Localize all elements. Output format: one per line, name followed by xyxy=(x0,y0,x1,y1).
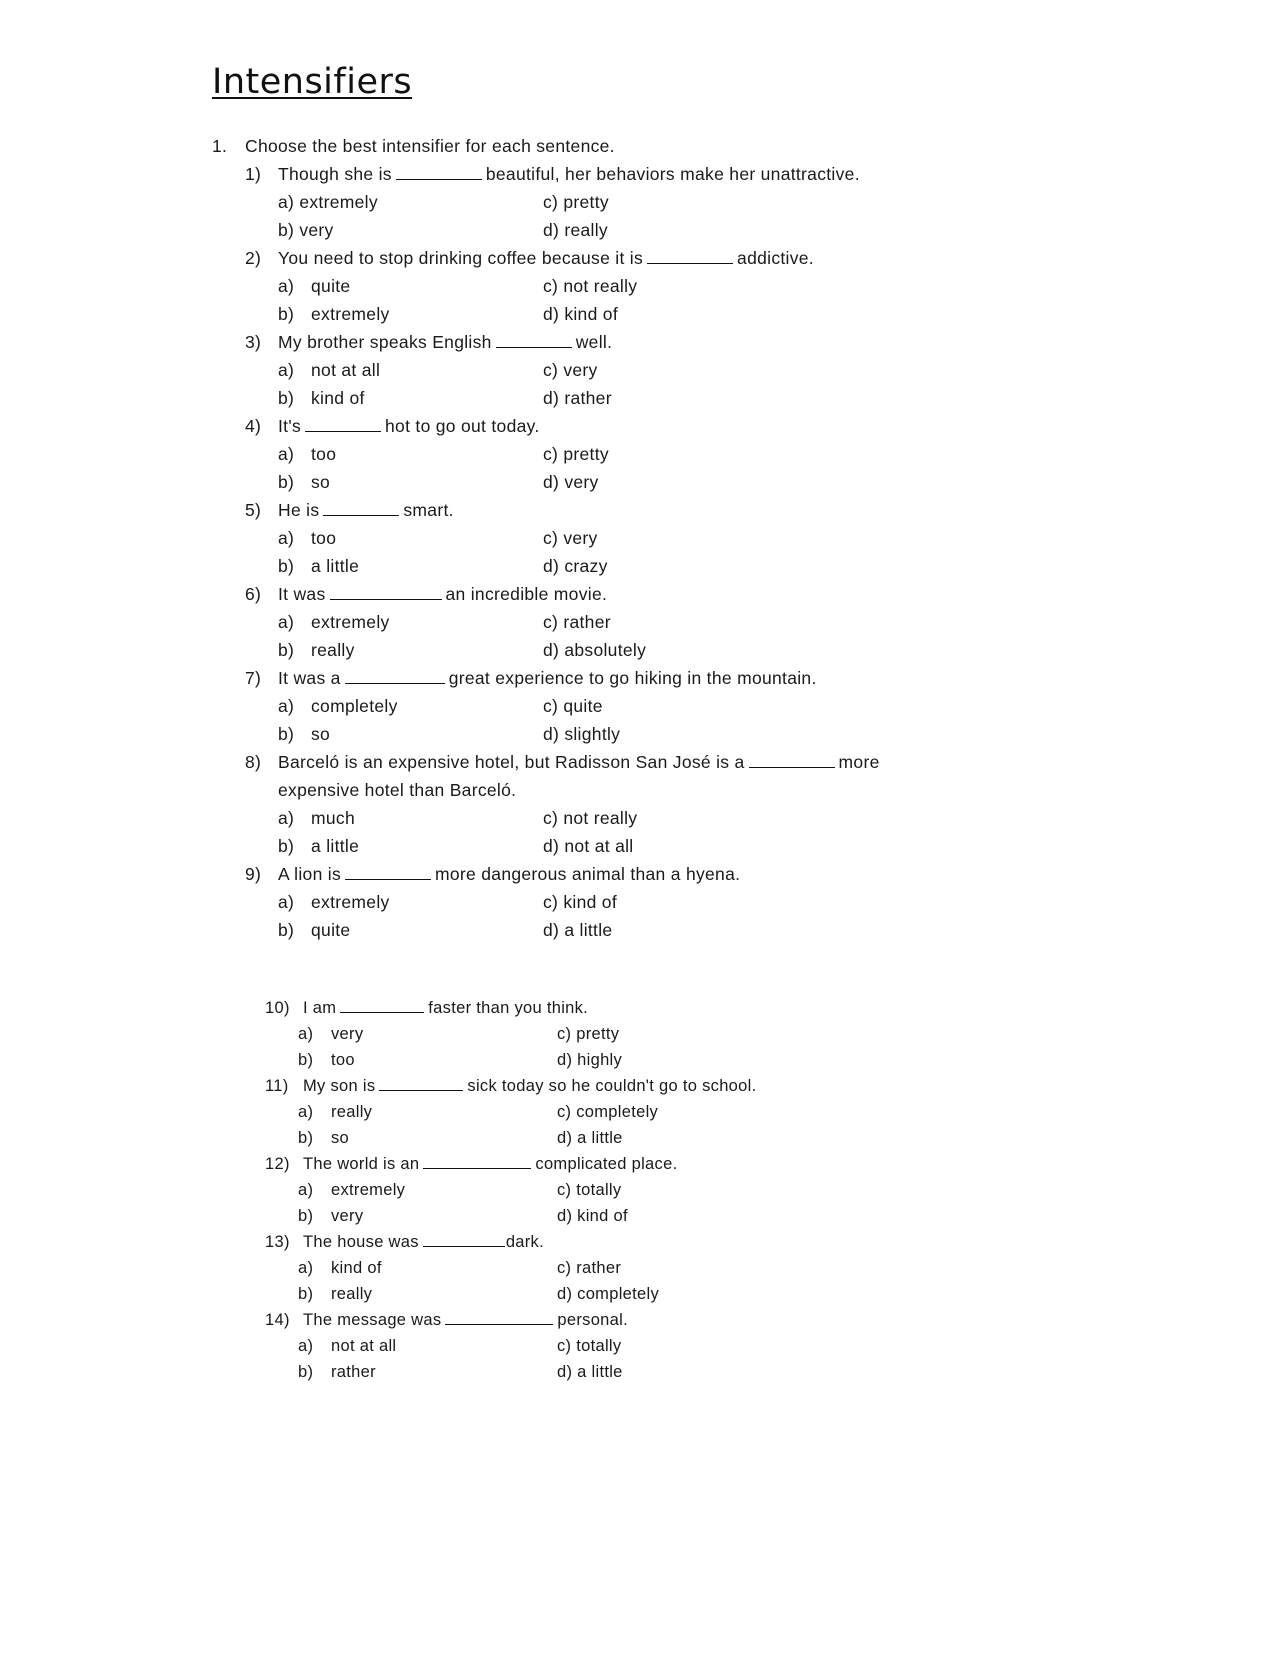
option-c[interactable]: c) kind of xyxy=(543,892,617,912)
option-c[interactable]: c) pretty xyxy=(543,192,609,212)
option-a[interactable]: a) much xyxy=(278,808,355,828)
option-a[interactable]: a) quite xyxy=(278,276,351,296)
option-d[interactable]: d) kind of xyxy=(557,1207,628,1225)
question-line: 8) Barceló is an expensive hotel, but Radisson San José is a more xyxy=(245,752,880,772)
option-d[interactable]: d) not at all xyxy=(543,836,634,856)
option-b[interactable]: b) really xyxy=(298,1285,373,1303)
option-a[interactable]: a) extremely xyxy=(278,192,378,212)
instruction-number: 1. xyxy=(212,136,228,156)
answer-blank[interactable] xyxy=(647,262,733,264)
option-b[interactable]: b) a little xyxy=(278,836,360,856)
answer-blank[interactable] xyxy=(396,178,482,180)
option-b[interactable]: b) kind of xyxy=(278,388,365,408)
answer-blank[interactable] xyxy=(496,346,572,348)
option-a[interactable]: a) extremely xyxy=(278,612,390,632)
question-line: 4) It's hot to go out today. xyxy=(245,416,540,436)
option-b[interactable]: b) rather xyxy=(298,1363,376,1381)
question-line: 2) You need to stop drinking coffee because it is addictive. xyxy=(245,248,814,268)
option-d[interactable]: d) a little xyxy=(557,1363,623,1381)
answer-blank[interactable] xyxy=(345,878,431,880)
answer-blank[interactable] xyxy=(423,1167,531,1169)
option-a[interactable]: a) very xyxy=(298,1025,364,1043)
option-a[interactable]: a) extremely xyxy=(298,1181,406,1199)
option-b[interactable]: b) quite xyxy=(278,920,351,940)
option-c[interactable]: c) rather xyxy=(543,612,611,632)
option-b[interactable]: b) so xyxy=(278,472,331,492)
option-b[interactable]: b) a little xyxy=(278,556,360,576)
instruction xyxy=(212,136,615,157)
option-c[interactable]: c) pretty xyxy=(543,444,609,464)
question-line: 13) The house was dark. xyxy=(265,1233,544,1251)
option-d[interactable]: d) really xyxy=(543,220,608,240)
page-title: Intensifiers xyxy=(212,62,413,102)
option-c[interactable]: c) not really xyxy=(543,808,638,828)
answer-blank[interactable] xyxy=(305,430,381,432)
option-d[interactable]: d) rather xyxy=(543,388,612,408)
option-b[interactable]: b) very xyxy=(278,220,334,240)
option-b[interactable]: b) extremely xyxy=(278,304,390,324)
option-c[interactable]: c) very xyxy=(543,360,598,380)
option-d[interactable]: d) kind of xyxy=(543,304,618,324)
option-a[interactable]: a) too xyxy=(278,444,337,464)
answer-blank[interactable] xyxy=(323,514,399,516)
question-line: 10) I am faster than you think. xyxy=(265,999,589,1017)
answer-blank[interactable] xyxy=(379,1089,463,1091)
question-line: 6) It was an incredible movie. xyxy=(245,584,608,604)
option-a[interactable]: a) extremely xyxy=(278,892,390,912)
answer-blank[interactable] xyxy=(330,598,442,600)
option-b[interactable]: b) really xyxy=(278,640,355,660)
option-a[interactable]: a) really xyxy=(298,1103,373,1121)
option-c[interactable]: c) totally xyxy=(557,1181,622,1199)
option-c[interactable]: c) rather xyxy=(557,1259,622,1277)
question-line: 11) My son is sick today so he couldn't go to school. xyxy=(265,1077,757,1095)
question-line: 5) He is smart. xyxy=(245,500,454,520)
instruction-text: Choose the best intensifier for each sentence. xyxy=(245,136,615,156)
option-d[interactable]: d) a little xyxy=(543,920,613,940)
answer-blank[interactable] xyxy=(340,1011,424,1013)
option-c[interactable]: c) quite xyxy=(543,696,603,716)
option-b[interactable]: b) very xyxy=(298,1207,364,1225)
option-a[interactable]: a) not at all xyxy=(298,1337,397,1355)
option-d[interactable]: d) very xyxy=(543,472,599,492)
option-b[interactable]: b) so xyxy=(298,1129,350,1147)
question-line: 3) My brother speaks English well. xyxy=(245,332,613,352)
option-d[interactable]: d) slightly xyxy=(543,724,621,744)
option-c[interactable]: c) not really xyxy=(543,276,638,296)
option-b[interactable]: b) too xyxy=(298,1051,355,1069)
option-d[interactable]: d) crazy xyxy=(543,556,608,576)
question-line: 7) It was a great experience to go hiking in the mountain. xyxy=(245,668,817,688)
question-line: 1) Though she is beautiful, her behaviors make her unattractive. xyxy=(245,164,860,184)
option-b[interactable]: b) so xyxy=(278,724,331,744)
option-c[interactable]: c) totally xyxy=(557,1337,622,1355)
option-d[interactable]: d) a little xyxy=(557,1129,623,1147)
option-c[interactable]: c) pretty xyxy=(557,1025,620,1043)
option-c[interactable]: c) completely xyxy=(557,1103,659,1121)
answer-blank[interactable] xyxy=(445,1323,553,1325)
answer-blank[interactable] xyxy=(345,682,445,684)
option-d[interactable]: d) absolutely xyxy=(543,640,647,660)
question-line: 14) The message was personal. xyxy=(265,1311,628,1329)
question-line: 9) A lion is more dangerous animal than a hyena. xyxy=(245,864,741,884)
answer-blank[interactable] xyxy=(423,1245,505,1247)
option-d[interactable]: d) highly xyxy=(557,1051,623,1069)
option-a[interactable]: a) completely xyxy=(278,696,398,716)
answer-blank[interactable] xyxy=(749,766,835,768)
option-a[interactable]: a) not at all xyxy=(278,360,381,380)
question-line-continued: expensive hotel than Barceló. xyxy=(278,780,517,800)
option-a[interactable]: a) kind of xyxy=(298,1259,382,1277)
option-a[interactable]: a) too xyxy=(278,528,337,548)
option-c[interactable]: c) very xyxy=(543,528,598,548)
option-d[interactable]: d) completely xyxy=(557,1285,660,1303)
question-line: 12) The world is an complicated place. xyxy=(265,1155,678,1173)
